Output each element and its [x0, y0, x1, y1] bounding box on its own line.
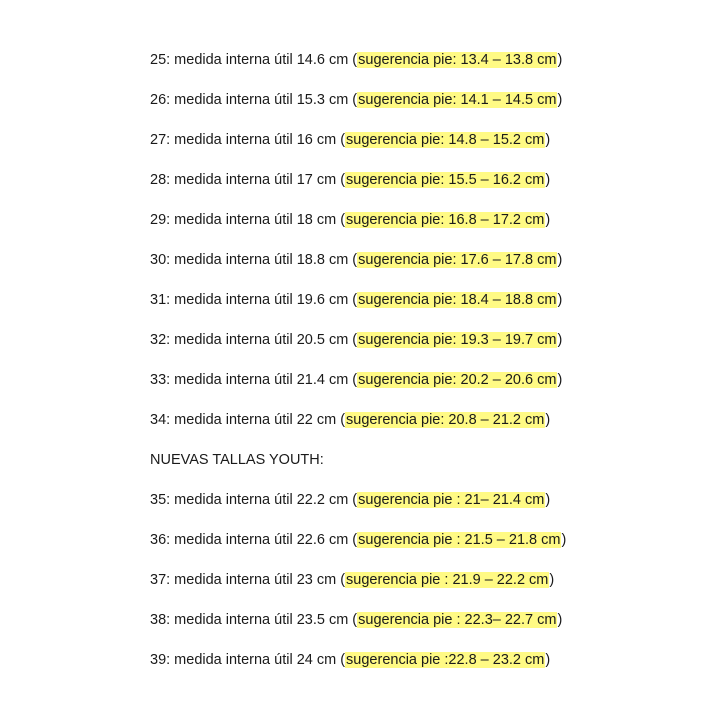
- foot-suggestion-highlight: sugerencia pie: 19.3 – 19.7 cm: [358, 332, 557, 348]
- size-row-close: ): [545, 652, 551, 668]
- foot-suggestion-highlight: sugerencia pie: 18.4 – 18.8 cm: [358, 292, 557, 308]
- foot-suggestion-highlight: sugerencia pie : 22.3– 22.7 cm: [358, 612, 557, 628]
- size-row-37: [150, 568, 566, 608]
- size-row-close: ): [545, 132, 551, 148]
- size-row-29: [150, 208, 566, 248]
- size-row-text: 25: medida interna útil 14.6 cm (: [150, 52, 358, 68]
- size-row-text: 28: medida interna útil 17 cm (: [150, 172, 346, 188]
- foot-suggestion-highlight: sugerencia pie :22.8 – 23.2 cm: [346, 652, 545, 668]
- size-row-25: [150, 48, 566, 88]
- size-row-27: [150, 128, 566, 168]
- size-row-close: ): [557, 612, 563, 628]
- size-row-close: ): [557, 372, 563, 388]
- foot-suggestion-highlight: sugerencia pie: 14.1 – 14.5 cm: [358, 92, 557, 108]
- size-row-text: 35: medida interna útil 22.2 cm (: [150, 492, 358, 508]
- size-row-close: ): [545, 172, 551, 188]
- size-row-text: 32: medida interna útil 20.5 cm (: [150, 332, 358, 348]
- size-row-39: [150, 648, 566, 688]
- foot-suggestion-highlight: sugerencia pie: 16.8 – 17.2 cm: [346, 212, 545, 228]
- size-row-text: 34: medida interna útil 22 cm (: [150, 412, 346, 428]
- size-row-35: [150, 488, 566, 528]
- size-row-text: 31: medida interna útil 19.6 cm (: [150, 292, 358, 308]
- size-row-close: ): [545, 212, 551, 228]
- foot-suggestion-highlight: sugerencia pie: 20.8 – 21.2 cm: [346, 412, 545, 428]
- size-row-31: [150, 288, 566, 328]
- size-row-close: ): [557, 252, 563, 268]
- size-row-34: [150, 408, 566, 448]
- foot-suggestion-highlight: sugerencia pie: 17.6 – 17.8 cm: [358, 252, 557, 268]
- youth-sizes-heading: [150, 448, 566, 488]
- foot-suggestion-highlight: sugerencia pie : 21– 21.4 cm: [358, 492, 545, 508]
- size-row-close: ): [557, 292, 563, 308]
- size-row-36: [150, 528, 566, 568]
- size-row-text: 30: medida interna útil 18.8 cm (: [150, 252, 358, 268]
- size-row-text: 29: medida interna útil 18 cm (: [150, 212, 346, 228]
- size-row-38: [150, 608, 566, 648]
- size-row-close: ): [549, 572, 555, 588]
- size-row-30: [150, 248, 566, 288]
- size-row-33: [150, 368, 566, 408]
- foot-suggestion-highlight: sugerencia pie : 21.9 – 22.2 cm: [346, 572, 549, 588]
- size-row-text: 38: medida interna útil 23.5 cm (: [150, 612, 358, 628]
- foot-suggestion-highlight: sugerencia pie: 15.5 – 16.2 cm: [346, 172, 545, 188]
- size-row-close: ): [557, 52, 563, 68]
- size-list: [150, 48, 566, 688]
- size-row-close: ): [561, 532, 567, 548]
- section-heading-text: NUEVAS TALLAS YOUTH:: [150, 452, 324, 468]
- foot-suggestion-highlight: sugerencia pie : 21.5 – 21.8 cm: [358, 532, 561, 548]
- foot-suggestion-highlight: sugerencia pie: 14.8 – 15.2 cm: [346, 132, 545, 148]
- size-row-text: 33: medida interna útil 21.4 cm (: [150, 372, 358, 388]
- foot-suggestion-highlight: sugerencia pie: 20.2 – 20.6 cm: [358, 372, 557, 388]
- size-row-text: 37: medida interna útil 23 cm (: [150, 572, 346, 588]
- size-row-28: [150, 168, 566, 208]
- size-row-text: 39: medida interna útil 24 cm (: [150, 652, 346, 668]
- size-row-close: ): [545, 412, 551, 428]
- size-row-close: ): [545, 492, 551, 508]
- size-row-close: ): [557, 332, 563, 348]
- size-row-32: [150, 328, 566, 368]
- foot-suggestion-highlight: sugerencia pie: 13.4 – 13.8 cm: [358, 52, 557, 68]
- size-row-text: 27: medida interna útil 16 cm (: [150, 132, 346, 148]
- size-row-close: ): [557, 92, 563, 108]
- size-row-text: 26: medida interna útil 15.3 cm (: [150, 92, 358, 108]
- size-row-text: 36: medida interna útil 22.6 cm (: [150, 532, 358, 548]
- size-row-26: [150, 88, 566, 128]
